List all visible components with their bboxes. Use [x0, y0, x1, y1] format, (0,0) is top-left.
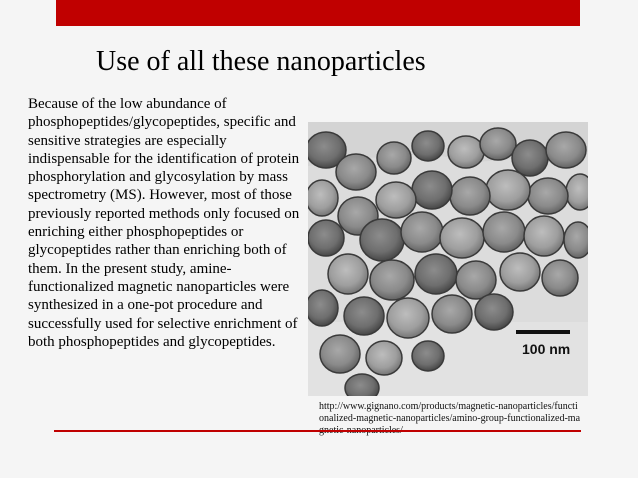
bottom-accent-line [54, 430, 581, 432]
tem-image-drawing [308, 122, 588, 396]
top-accent-bar [56, 0, 580, 26]
slide-body-text: Because of the low abundance of phosphopeptides/glycopeptides, specific and sensitive strategies are especially indispensable for the identification of protein phosphorylation and glycosylation by mass spectrometry (MS). However, most of those previously reported methods only focused on enriching either phosphopeptides or glycopeptides rather than enriching both of them. In the present study, amine-functionalized magnetic nanoparticles were synthesized in a one-pot procedure and successfully used for selective enrichment of both phosphopeptides and glycopeptides. [28, 96, 300, 350]
scale-bar [516, 330, 570, 334]
slide-title: Use of all these nanoparticles [96, 46, 426, 77]
image-source-caption[interactable]: http://www.gignano.com/products/magnetic-nanoparticles/functionalized-magnetic-nanoparticles/amino-group-functionalized-ma [319, 401, 581, 425]
tem-image-nanoparticles [308, 122, 588, 396]
scale-bar-label: 100 nm [522, 341, 571, 357]
